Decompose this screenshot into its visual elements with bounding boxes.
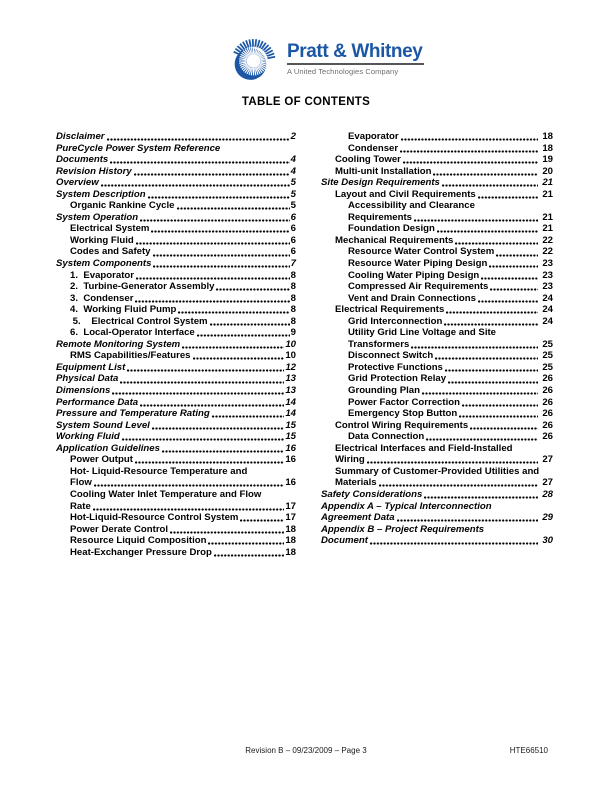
toc-entry[interactable] bbox=[56, 316, 296, 328]
toc-entry[interactable] bbox=[56, 420, 296, 432]
toc-entry[interactable] bbox=[56, 131, 296, 143]
toc-entry-text: Revision History bbox=[56, 165, 132, 177]
toc-page-number: 8 bbox=[290, 292, 296, 304]
toc-page-number: 13 bbox=[285, 385, 296, 397]
dot-leader bbox=[216, 288, 289, 291]
toc-entry[interactable] bbox=[56, 154, 296, 166]
toc-entry-text: Power Factor Correction bbox=[348, 396, 460, 408]
toc-page-number: 21 bbox=[542, 211, 553, 223]
toc-entry-text: Hot-Liquid-Resource Control System bbox=[70, 512, 239, 524]
toc-entry-text: Utility Grid Line Voltage and Site bbox=[348, 327, 497, 339]
toc-entry[interactable] bbox=[321, 431, 553, 443]
toc-entry[interactable] bbox=[321, 189, 553, 201]
toc-page-number: 15 bbox=[285, 419, 296, 431]
toc-page-number: 5 bbox=[290, 200, 296, 212]
toc-entry[interactable] bbox=[321, 154, 553, 166]
toc-entry-text: PureCycle Power System Reference bbox=[56, 142, 221, 154]
toc-entry[interactable] bbox=[56, 200, 296, 212]
toc-entry-text: Overview bbox=[56, 177, 99, 189]
toc-page-number: 6 bbox=[290, 211, 296, 223]
dot-leader bbox=[437, 230, 538, 233]
dot-leader bbox=[112, 392, 284, 395]
toc-entry[interactable] bbox=[321, 258, 553, 270]
toc-entry-text: Disclaimer bbox=[56, 131, 105, 142]
toc-entry[interactable] bbox=[321, 397, 553, 409]
toc-entry-text: Compressed Air Requirements bbox=[348, 281, 489, 293]
toc-entry[interactable] bbox=[56, 535, 296, 547]
toc-entry[interactable] bbox=[56, 270, 296, 282]
toc-entry-text: Flow bbox=[70, 477, 92, 489]
toc-entry[interactable] bbox=[56, 293, 296, 305]
dot-leader bbox=[135, 461, 284, 464]
logo-divider-rule bbox=[287, 63, 424, 65]
toc-page-number: 26 bbox=[542, 373, 553, 385]
dot-leader bbox=[444, 323, 538, 326]
toc-entry[interactable] bbox=[321, 477, 553, 489]
dot-leader bbox=[445, 369, 538, 372]
toc-entry[interactable] bbox=[321, 408, 553, 420]
toc-entry[interactable] bbox=[321, 166, 553, 178]
dot-leader bbox=[170, 531, 284, 534]
toc-entry-text: Accessibility and Clearance bbox=[348, 200, 475, 212]
toc-page-number: 4 bbox=[290, 165, 296, 177]
toc-page-number: 27 bbox=[542, 477, 553, 489]
dot-leader bbox=[122, 438, 285, 441]
toc-entry-text: Documents bbox=[56, 154, 109, 166]
toc-page-number: 25 bbox=[542, 361, 553, 373]
toc-entry-text: Agreement Data bbox=[321, 512, 395, 524]
toc-entry-text: Working Fluid bbox=[70, 234, 134, 246]
toc-entry[interactable] bbox=[56, 373, 296, 385]
toc-entry-text: Resource Water Control System bbox=[348, 246, 495, 258]
toc-entry[interactable] bbox=[321, 131, 553, 143]
toc-entry-text: Application Guidelines bbox=[56, 442, 160, 454]
dot-leader bbox=[212, 415, 285, 418]
dot-leader bbox=[401, 138, 539, 141]
toc-page-number: 30 bbox=[542, 535, 553, 547]
toc-entry-text: Materials bbox=[335, 477, 377, 489]
dot-leader bbox=[140, 219, 290, 222]
toc-entry[interactable] bbox=[321, 454, 553, 466]
toc-left-column bbox=[56, 131, 296, 558]
toc-entry-text: Resource Water Piping Design bbox=[348, 258, 488, 270]
toc-page-number: 21 bbox=[542, 177, 553, 189]
toc-page-number: 14 bbox=[285, 408, 296, 420]
toc-page-number: 17 bbox=[285, 512, 296, 524]
toc-entry-text: Foundation Design bbox=[348, 223, 435, 235]
brand-wordmark: Pratt & Whitney bbox=[287, 41, 423, 62]
toc-page-number: 26 bbox=[542, 408, 553, 420]
dot-leader bbox=[136, 242, 290, 245]
dot-leader bbox=[435, 357, 538, 360]
toc-entry-text: Working Fluid bbox=[56, 431, 120, 443]
toc-entry-text: Vent and Drain Connections bbox=[348, 292, 476, 304]
toc-page-number: 22 bbox=[542, 234, 553, 246]
toc-page-number: 26 bbox=[542, 419, 553, 431]
toc-page-number: 8 bbox=[290, 304, 296, 316]
toc-entry[interactable] bbox=[321, 177, 553, 189]
dot-leader bbox=[193, 357, 285, 360]
toc-page-number: 10 bbox=[285, 350, 296, 362]
dot-leader bbox=[134, 173, 290, 176]
dot-leader bbox=[182, 346, 284, 349]
toc-entry-text: Disconnect Switch bbox=[348, 350, 434, 362]
toc-page-number: 8 bbox=[290, 281, 296, 293]
dot-leader bbox=[93, 508, 285, 511]
toc-entry[interactable] bbox=[321, 373, 553, 385]
toc-page-number: 22 bbox=[542, 246, 553, 258]
dot-leader bbox=[151, 230, 289, 233]
toc-entry[interactable] bbox=[56, 443, 296, 455]
toc-entry-text: 5. Electrical Control System bbox=[70, 315, 208, 327]
dot-leader bbox=[481, 277, 538, 280]
dot-leader bbox=[94, 484, 284, 487]
dot-leader bbox=[490, 288, 538, 291]
toc-page-number: 8 bbox=[290, 315, 296, 327]
dot-leader bbox=[101, 184, 290, 187]
toc-entry-text: Cooling Water Inlet Temperature and Flow bbox=[70, 488, 262, 500]
toc-entry-text: Cooling Water Piping Design bbox=[348, 269, 480, 281]
dot-leader bbox=[127, 369, 284, 372]
toc-entry[interactable] bbox=[321, 212, 553, 224]
toc-page-number: 19 bbox=[542, 154, 553, 166]
toc-entry[interactable] bbox=[321, 466, 553, 478]
toc-entry[interactable] bbox=[321, 339, 553, 351]
toc-entry-text: Grid Protection Relay bbox=[348, 373, 447, 385]
dot-leader bbox=[478, 196, 539, 199]
toc-entry-text: 1. Evaporator bbox=[70, 269, 134, 281]
dot-leader bbox=[152, 427, 284, 430]
toc-entry-text: Power Derate Control bbox=[70, 523, 169, 535]
toc-page-number: 25 bbox=[542, 350, 553, 362]
brand-tagline: A United Technologies Company bbox=[287, 67, 399, 76]
toc-entry[interactable] bbox=[56, 235, 296, 247]
toc-page-number: 26 bbox=[542, 431, 553, 443]
dot-leader bbox=[422, 392, 538, 395]
dot-leader bbox=[426, 438, 538, 441]
toc-entry-text: Protective Functions bbox=[348, 361, 443, 373]
toc-page-number: 6 bbox=[290, 223, 296, 235]
toc-entry-text: Power Output bbox=[70, 454, 133, 466]
dot-leader bbox=[442, 184, 538, 187]
toc-entry[interactable] bbox=[321, 443, 553, 455]
toc-page-number: 18 bbox=[542, 142, 553, 154]
toc-entry[interactable] bbox=[321, 143, 553, 155]
toc-entry-text: Physical Data bbox=[56, 373, 119, 385]
dot-leader bbox=[448, 381, 538, 384]
dot-leader bbox=[210, 323, 290, 326]
toc-entry-text: Hot- Liquid-Resource Temperature and bbox=[70, 465, 248, 477]
footer-revision-text: Revision B – 09/23/2009 – Page 3 bbox=[245, 746, 367, 755]
toc-entry-text: Layout and Civil Requirements bbox=[335, 188, 476, 200]
toc-entry-text: Appendix B – Project Requirements bbox=[321, 523, 485, 535]
toc-entry[interactable] bbox=[56, 143, 296, 155]
toc-entry-text: Rate bbox=[70, 500, 91, 512]
toc-entry[interactable] bbox=[56, 166, 296, 178]
toc-page-number: 9 bbox=[290, 327, 296, 339]
toc-entry[interactable] bbox=[321, 293, 553, 305]
toc-entry-text: Remote Monitoring System bbox=[56, 338, 181, 350]
toc-entry-text: Heat-Exchanger Pressure Drop bbox=[70, 546, 212, 558]
toc-entry-text: System Components bbox=[56, 258, 152, 270]
toc-page-number: 18 bbox=[285, 535, 296, 547]
toc-entry-text: Mechanical Requirements bbox=[335, 234, 454, 246]
toc-page-number: 25 bbox=[542, 338, 553, 350]
toc-entry[interactable] bbox=[321, 327, 553, 339]
toc-entry-text: Transformers bbox=[348, 338, 410, 350]
toc-entry[interactable] bbox=[321, 512, 553, 524]
toc-entry[interactable] bbox=[56, 477, 296, 489]
toc-page-number: 23 bbox=[542, 258, 553, 270]
toc-entry-text: Emergency Stop Button bbox=[348, 408, 458, 420]
dot-leader bbox=[162, 450, 284, 453]
page-title: TABLE OF CONTENTS bbox=[241, 96, 371, 108]
dot-leader bbox=[379, 484, 539, 487]
toc-entry-text: Data Connection bbox=[348, 431, 425, 443]
toc-page-number: 24 bbox=[542, 315, 553, 327]
toc-page-number: 6 bbox=[290, 234, 296, 246]
toc-entry-text: Condenser bbox=[348, 142, 399, 154]
toc-entry[interactable] bbox=[56, 304, 296, 316]
toc-entry-text: RMS Capabilities/Features bbox=[70, 350, 191, 362]
toc-page-number: 21 bbox=[542, 223, 553, 235]
toc-entry-text: Electrical Requirements bbox=[335, 304, 445, 316]
toc-entry-text: Evaporator bbox=[348, 131, 399, 142]
toc-entry[interactable] bbox=[56, 339, 296, 351]
toc-entry-text: Control Wiring Requirements bbox=[335, 419, 469, 431]
toc-entry[interactable] bbox=[321, 350, 553, 362]
toc-entry[interactable] bbox=[56, 246, 296, 258]
dot-leader bbox=[177, 207, 290, 210]
dot-leader bbox=[153, 265, 289, 268]
toc-entry-text: Document bbox=[321, 535, 368, 547]
dot-leader bbox=[455, 242, 538, 245]
toc-entry[interactable] bbox=[56, 327, 296, 339]
logo-block bbox=[287, 42, 437, 76]
toc-entry-text: Dimensions bbox=[56, 385, 111, 397]
toc-entry-text: Site Design Requirements bbox=[321, 177, 440, 189]
dot-leader bbox=[153, 254, 290, 257]
toc-entry[interactable] bbox=[56, 258, 296, 270]
toc-page-number: 5 bbox=[290, 177, 296, 189]
toc-entry-text: 2. Turbine-Generator Assembly bbox=[70, 281, 215, 293]
toc-page-number: 16 bbox=[285, 477, 296, 489]
toc-entry[interactable] bbox=[321, 316, 553, 328]
toc-entry[interactable] bbox=[56, 350, 296, 362]
dot-leader bbox=[135, 300, 289, 303]
toc-page-number: 12 bbox=[285, 361, 296, 373]
toc-entry[interactable] bbox=[321, 535, 553, 547]
dot-leader bbox=[446, 311, 538, 314]
dot-leader bbox=[462, 404, 538, 407]
toc-entry-text: Safety Considerations bbox=[321, 488, 423, 500]
toc-entry-text: Codes and Safety bbox=[70, 246, 151, 258]
toc-right-column bbox=[321, 131, 553, 547]
toc-entry[interactable] bbox=[321, 270, 553, 282]
dot-leader bbox=[140, 404, 284, 407]
toc-entry-text: Cooling Tower bbox=[335, 154, 401, 166]
dot-leader bbox=[197, 334, 290, 337]
toc-page-number: 21 bbox=[542, 188, 553, 200]
toc-entry[interactable] bbox=[321, 420, 553, 432]
toc-page-number: 23 bbox=[542, 281, 553, 293]
toc-page-number: 29 bbox=[542, 512, 553, 524]
toc-page-number: 18 bbox=[542, 131, 553, 142]
toc-entry[interactable] bbox=[56, 212, 296, 224]
dot-leader bbox=[459, 415, 538, 418]
dot-leader bbox=[397, 519, 539, 522]
dot-leader bbox=[370, 542, 538, 545]
dot-leader bbox=[148, 196, 290, 199]
toc-page-number: 16 bbox=[285, 442, 296, 454]
dot-leader bbox=[470, 427, 538, 430]
dot-leader bbox=[403, 161, 538, 164]
dot-leader bbox=[110, 161, 289, 164]
toc-page-number: 26 bbox=[542, 396, 553, 408]
dot-leader bbox=[411, 346, 538, 349]
toc-entry-text: 6. Local-Operator Interface bbox=[70, 327, 195, 339]
toc-page-number: 20 bbox=[542, 165, 553, 177]
toc-entry[interactable] bbox=[56, 362, 296, 374]
toc-entry[interactable] bbox=[321, 200, 553, 212]
toc-page-number: 13 bbox=[285, 373, 296, 385]
toc-entry[interactable] bbox=[56, 454, 296, 466]
toc-entry[interactable] bbox=[56, 223, 296, 235]
toc-entry[interactable] bbox=[56, 189, 296, 201]
toc-entry[interactable] bbox=[56, 408, 296, 420]
toc-entry-text: Electrical Interfaces and Field-Installed bbox=[335, 442, 513, 454]
toc-entry-text: Appendix A – Typical Interconnection bbox=[321, 500, 492, 512]
toc-entry[interactable] bbox=[56, 177, 296, 189]
dot-leader bbox=[424, 496, 538, 499]
toc-entry[interactable] bbox=[56, 431, 296, 443]
toc-page-number: 28 bbox=[542, 488, 553, 500]
toc-page-number: 16 bbox=[285, 454, 296, 466]
toc-entry[interactable] bbox=[321, 362, 553, 374]
toc-entry[interactable] bbox=[56, 385, 296, 397]
toc-entry[interactable] bbox=[321, 501, 553, 513]
dot-leader bbox=[178, 311, 289, 314]
toc-entry-text: Pressure and Temperature Rating bbox=[56, 408, 210, 420]
toc-page-number: 17 bbox=[285, 500, 296, 512]
toc-page-number: 23 bbox=[542, 269, 553, 281]
toc-entry[interactable] bbox=[56, 281, 296, 293]
toc-entry[interactable] bbox=[321, 223, 553, 235]
toc-entry-text: Summary of Customer-Provided Utilities and bbox=[335, 465, 540, 477]
toc-entry[interactable] bbox=[56, 397, 296, 409]
toc-entry-text: System Sound Level bbox=[56, 419, 150, 431]
dot-leader bbox=[414, 219, 538, 222]
toc-page-number: 18 bbox=[285, 546, 296, 558]
toc-entry[interactable] bbox=[56, 489, 296, 501]
toc-entry[interactable] bbox=[56, 524, 296, 536]
toc-entry-text: Resource Liquid Composition bbox=[70, 535, 207, 547]
toc-entry[interactable] bbox=[321, 524, 553, 536]
toc-page-number: 26 bbox=[542, 385, 553, 397]
toc-page-number: 27 bbox=[542, 454, 553, 466]
dot-leader bbox=[400, 150, 538, 153]
toc-page-number: 4 bbox=[290, 154, 296, 166]
toc-entry-text: 3. Condenser bbox=[70, 292, 134, 304]
toc-entry-text: Wiring bbox=[335, 454, 365, 466]
toc-entry[interactable] bbox=[321, 281, 553, 293]
toc-page-number: 7 bbox=[290, 258, 296, 270]
dot-leader bbox=[433, 173, 538, 176]
toc-page-number: 10 bbox=[285, 338, 296, 350]
toc-page-number: 8 bbox=[290, 269, 296, 281]
dot-leader bbox=[496, 254, 538, 257]
toc-entry[interactable] bbox=[56, 501, 296, 513]
toc-page-number: 18 bbox=[285, 523, 296, 535]
toc-page-number: 24 bbox=[542, 304, 553, 316]
toc-entry-text: Electrical System bbox=[70, 223, 150, 235]
toc-entry-text: Organic Rankine Cycle bbox=[70, 200, 175, 212]
toc-page-number: 2 bbox=[290, 131, 296, 142]
toc-entry[interactable] bbox=[56, 466, 296, 478]
toc-entry-text: System Description bbox=[56, 188, 146, 200]
toc-entry-text: System Operation bbox=[56, 211, 139, 223]
toc-entry[interactable] bbox=[321, 489, 553, 501]
toc-page-number: 14 bbox=[285, 396, 296, 408]
toc-entry-text: Equipment List bbox=[56, 361, 126, 373]
dot-leader bbox=[107, 138, 290, 141]
toc-entry[interactable] bbox=[321, 304, 553, 316]
pw-eagle-icon bbox=[227, 38, 276, 87]
dot-leader bbox=[367, 461, 539, 464]
dot-leader bbox=[478, 300, 538, 303]
toc-page-number: 6 bbox=[290, 246, 296, 258]
toc-entry[interactable] bbox=[56, 512, 296, 524]
toc-entry-text: Grounding Plan bbox=[348, 385, 420, 397]
toc-entry[interactable] bbox=[321, 246, 553, 258]
toc-page-number: 24 bbox=[542, 292, 553, 304]
footer-doc-number: HTE66510 bbox=[509, 746, 548, 755]
toc-entry[interactable] bbox=[56, 547, 296, 559]
toc-entry-text: Requirements bbox=[348, 211, 412, 223]
toc-entry-text: 4. Working Fluid Pump bbox=[70, 304, 177, 316]
toc-page-number: 5 bbox=[290, 188, 296, 200]
dot-leader bbox=[120, 381, 284, 384]
toc-entry-text: Grid Interconnection bbox=[348, 315, 443, 327]
toc-entry-text: Multi-unit Installation bbox=[335, 165, 432, 177]
dot-leader bbox=[208, 542, 284, 545]
dot-leader bbox=[240, 519, 284, 522]
toc-entry[interactable] bbox=[321, 235, 553, 247]
dot-leader bbox=[214, 554, 285, 557]
toc-entry[interactable] bbox=[321, 385, 553, 397]
toc-entry-text: Performance Data bbox=[56, 396, 139, 408]
toc-page-number: 15 bbox=[285, 431, 296, 443]
dot-leader bbox=[136, 277, 290, 280]
dot-leader bbox=[489, 265, 538, 268]
